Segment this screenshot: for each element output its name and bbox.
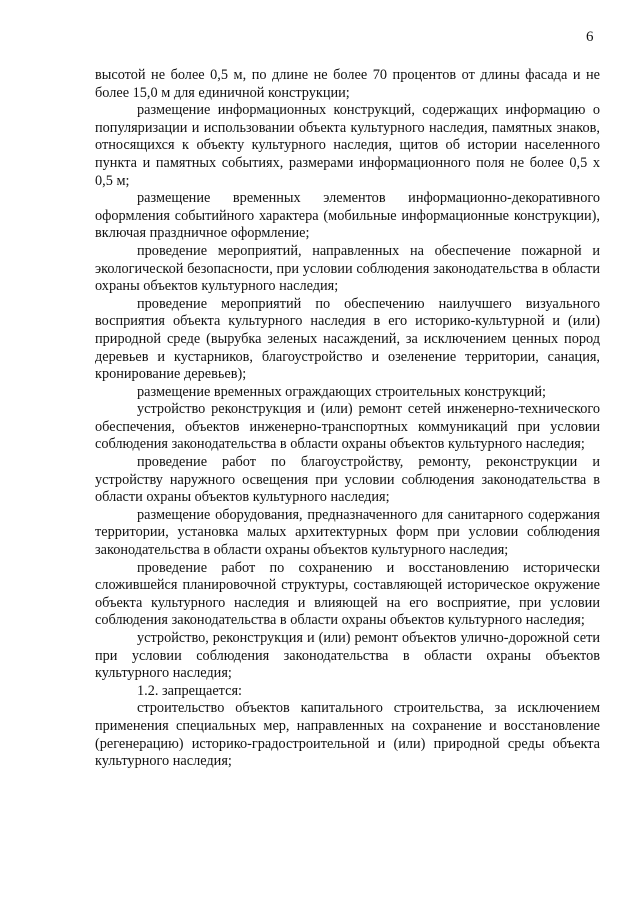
- page-number: 6: [586, 29, 594, 45]
- paragraph: устройство реконструкция и (или) ремонт сетей инженерно-технического обеспечения, объектов инженерно-транспортных коммуникаций при условии соблюдения законодательства в области охраны объектов культурного наследия;: [95, 401, 600, 453]
- paragraph: проведение работ по благоустройству, ремонту, реконструкции и устройству наружного освещения при условии соблюдения законодательства в области охраны объектов культурного наследия;: [95, 454, 600, 506]
- paragraph: размещение информационных конструкций, содержащих информацию о популяризации и использовании объекта культурного наследия, памятных знаков, относящихся к объекту культурного наследия, щитов об истории населенного пункта и памятных событиях, размерами информационного поля не более 0,5 х 0,5 м;: [95, 102, 600, 189]
- paragraph: строительство объектов капитального строительства, за исключением применения специальных мер, направленных на сохранение и восстановление (регенерацию) историко-градостроительной и (или) природной среды объекта культурного наследия;: [95, 700, 600, 770]
- paragraph: проведение мероприятий по обеспечению наилучшего визуального восприятия объекта культурного наследия в его историко-культурной и (или) природной среде (вырубка зеленых насаждений, за исключением ценных пород деревьев и кустарников, благоустройство и озеленение территории, санация, кронирование деревьев);: [95, 295, 600, 383]
- section-heading: 1.2. запрещается:: [137, 682, 242, 699]
- paragraph: размещение оборудования, предназначенного для санитарного содержания территории, установка малых архитектурных форм при условии соблюдения законодательства в области охраны объектов культурного наследия;: [95, 506, 600, 559]
- paragraph: проведение работ по сохранению и восстановлению исторически сложившейся планировочной структуры, составляющей историческое окружение объекта культурного наследия и влияющей на его восприятие, при условии соблюдения законодательства в области охраны объектов культурного наследия;: [95, 559, 600, 629]
- paragraph: размещение временных ограждающих строительных конструкций;: [137, 383, 546, 400]
- paragraph: проведение мероприятий, направленных на обеспечение пожарной и экологической безопасности, при условии соблюдения законодательства в области охраны объектов культурного наследия;: [95, 242, 600, 295]
- paragraph: размещение временных элементов информационно-декоративного оформления событийного характера (мобильные информационные конструкции), включая праздничное оформление;: [95, 190, 600, 242]
- paragraph-continuation: высотой не более 0,5 м, по длине не более 70 процентов от длины фасада и не более 15,0 м для единичной конструкции;: [95, 67, 600, 101]
- document-body: [95, 67, 600, 771]
- paragraph: устройство, реконструкция и (или) ремонт объектов улично-дорожной сети при условии соблюдения законодательства в области охраны объектов культурного наследия;: [95, 630, 600, 682]
